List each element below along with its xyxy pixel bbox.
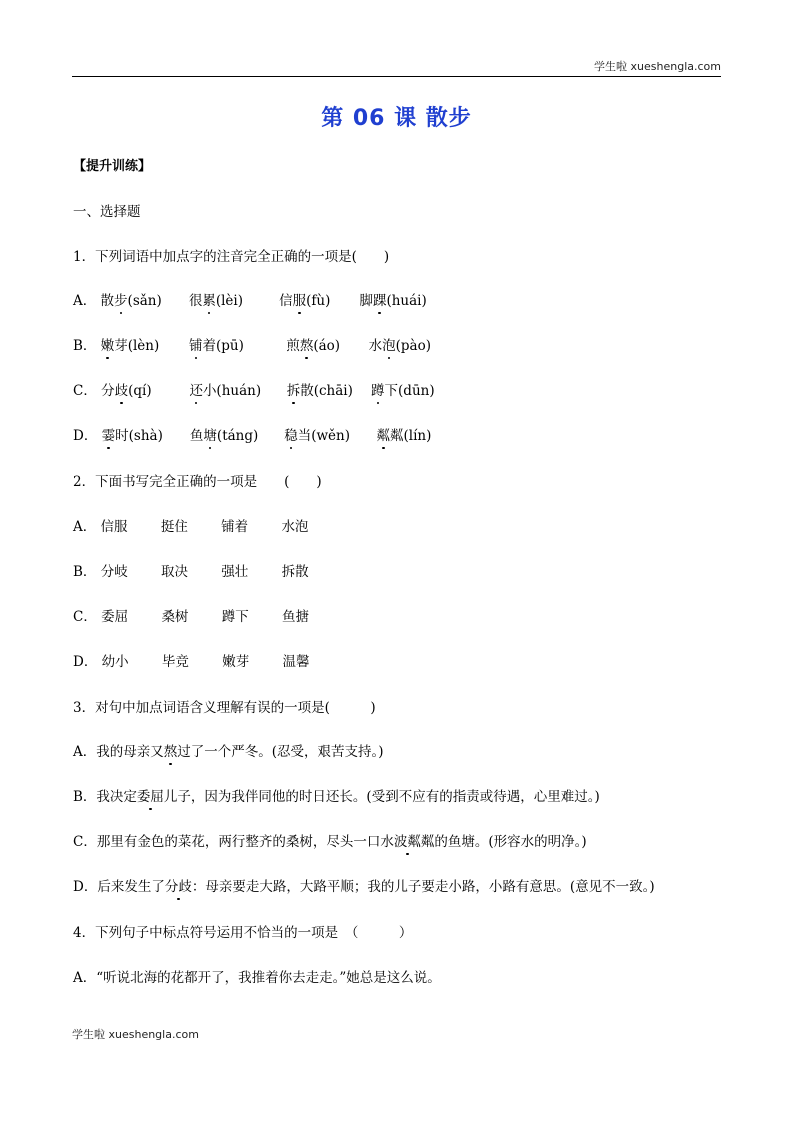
option-label: D． — [73, 428, 98, 444]
option-word: 蹲下 — [221, 609, 249, 625]
option-label: C． — [73, 383, 97, 399]
option-item: 嫩芽(lèn) — [100, 338, 160, 354]
question-1-option-a[interactable] — [73, 292, 427, 310]
option-item: 散步(sǎn) — [100, 293, 162, 309]
option-label: B． — [73, 564, 97, 580]
option-word: 毕竞 — [161, 654, 189, 670]
option-item: 鱼塘(táng) — [189, 428, 259, 444]
question-1-option-b[interactable] — [73, 337, 431, 355]
question-1-option-d[interactable] — [73, 427, 431, 445]
option-word: 铺着 — [221, 519, 249, 535]
option-word: 幼小 — [101, 654, 129, 670]
option-item: 脚踝(huái) — [359, 293, 427, 309]
question-2-option-c[interactable] — [73, 608, 309, 626]
question-3-option-d[interactable]: D．后来发生了分歧：母亲要走大路，大路平顺；我的儿子要走小路，小路有意思。(意见不一致。) — [73, 879, 655, 895]
option-word: 信服 — [100, 519, 128, 535]
question-3-option-c[interactable]: C．那里有金色的菜花，两行整齐的桑树，尽头一口水波粼粼的鱼塘。(形容水的明净。) — [73, 834, 587, 850]
option-item: 很累(lèi) — [188, 293, 244, 309]
option-word: 嫩芽 — [222, 654, 250, 670]
option-word: 取决 — [161, 564, 189, 580]
option-word: 强壮 — [221, 564, 249, 580]
option-item: 粼粼(lín) — [376, 428, 432, 444]
option-item: 拆散(chāi) — [286, 383, 353, 399]
option-item: 稳当(wěn) — [284, 428, 350, 444]
option-item: 还小(huán) — [189, 383, 262, 399]
option-label: A． — [73, 293, 97, 309]
option-word: 鱼搪 — [282, 609, 310, 625]
option-item: 信服(fù) — [279, 293, 331, 309]
option-word: 委屈 — [101, 609, 129, 625]
part-label: 一、选择题 — [73, 204, 141, 220]
option-label: A． — [73, 519, 97, 535]
question-2-option-d[interactable] — [73, 653, 310, 671]
header-site-label: 学生啦 xueshengla.com — [594, 60, 721, 73]
option-word: 水泡 — [281, 519, 309, 535]
option-label: C． — [73, 609, 97, 625]
option-word: 桑树 — [161, 609, 189, 625]
question-3-option-a[interactable]: A．我的母亲又熬过了一个严冬。(忍受，艰苦支持。) — [73, 744, 384, 760]
option-word: 挺住 — [160, 519, 188, 535]
option-item: 霎时(shà) — [101, 428, 163, 444]
question-2-stem: 2．下面书写完全正确的一项是 ( ) — [73, 474, 322, 490]
option-word: 温馨 — [282, 654, 310, 670]
option-item: 铺着(pū) — [189, 338, 244, 354]
option-item: 分歧(qí) — [101, 383, 152, 399]
option-word: 分岐 — [100, 564, 128, 580]
option-word: 拆散 — [281, 564, 309, 580]
section-label: 【提升训练】 — [73, 159, 152, 174]
option-item: 蹲下(dūn) — [371, 383, 435, 399]
question-4-option-a[interactable]: A．“听说北海的花都开了，我推着你去走走。”她总是这么说。 — [73, 970, 441, 986]
question-4-stem: 4．下列句子中标点符号运用不恰当的一项是 （ ） — [73, 925, 413, 941]
question-2-option-b[interactable] — [73, 563, 309, 581]
question-3-option-b[interactable]: B．我决定委屈儿子，因为我伴同他的时日还长。(受到不应有的指责或待遇，心里难过。) — [73, 789, 600, 805]
option-label: B． — [73, 338, 97, 354]
question-2-option-a[interactable] — [73, 518, 308, 536]
option-item: 煎熬(áo) — [286, 338, 341, 354]
footer-site-label: 学生啦 xueshengla.com — [72, 1028, 199, 1041]
question-1-option-c[interactable] — [73, 382, 435, 400]
option-item: 水泡(pào) — [368, 338, 431, 354]
question-3-stem: 3．对句中加点词语含义理解有误的一项是( ) — [73, 700, 376, 716]
header-divider — [72, 76, 721, 77]
page-title: 第 06 课 散步 — [321, 106, 472, 131]
option-label: D． — [73, 654, 98, 670]
question-1-stem: 1．下列词语中加点字的注音完全正确的一项是( ) — [73, 249, 390, 265]
